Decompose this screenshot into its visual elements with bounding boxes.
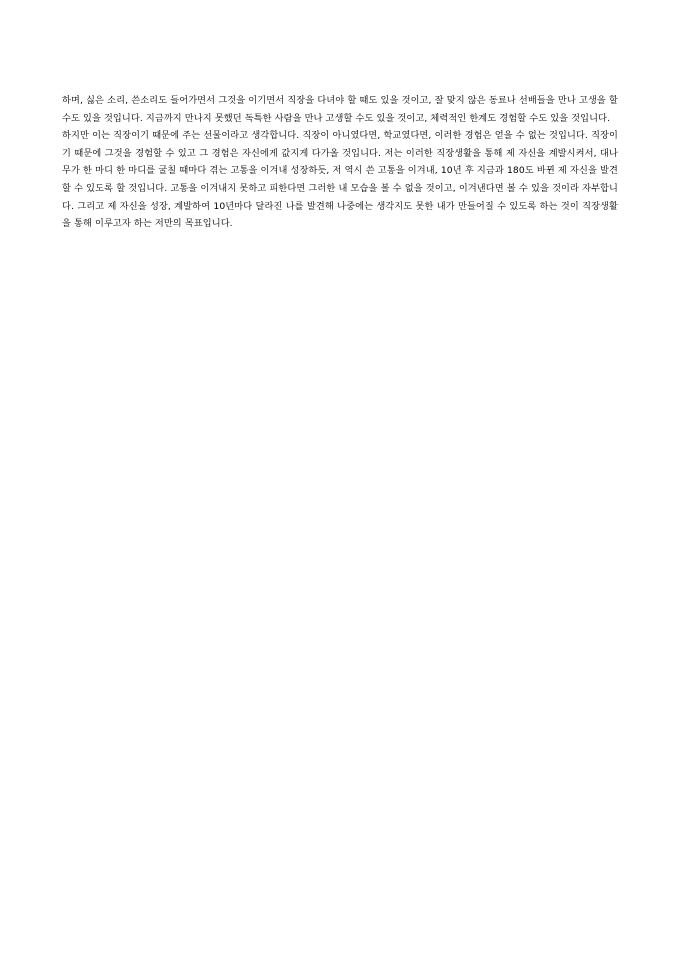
paragraph-2: 하지만 이는 직장이기 때문에 주는 선물이라고 생각합니다. 직장이 아니였다면, 학교였다면, 이러한 경험은 얻을 수 없는 것입니다. 직장이기 때문에 그것을 경험할 수 있고 그 경험은 자신에게 값지게 다가올 것입니다. 저는 이러한 직장생활을 통해 제 자신을 계발시켜서, 대나무가 한 마디 한 마디를 굴칠 때마다 겪는 고통을 이겨내 성장하듯, 저 역시 쓴 고통을 이겨내, 10년 후 지금과 180도 바뀐 제 자신을 발견할 수 있도록 할 것입니다. 고통을 이겨내지 못하고 피한다면 그러한 내 모습을 볼 수 없을 것이고, 이겨낸다면 볼 수 있을 것이라 자부합니다. 그리고 제 자신을 성장, 계발하여 10년마다 달라진 나를 발견해 나중에는 생각지도 못한 내가 만들어질 수 있도록 하는 것이 직장생활을 통해 이루고자 하는 저만의 목표입니다. bbox=[62, 130, 618, 230]
document-body bbox=[62, 92, 618, 233]
paragraph-1: 하며, 싫은 소리, 쓴소리도 들어가면서 그것을 이기면서 직장을 다녀야 할 때도 있을 것이고, 잘 맞지 않은 동료나 선배들을 만나 고생을 할 수도 있을 것입니다. 지금까지 만나지 못했던 독특한 사람을 만나 고생할 수도 있을 것이고, 체력적인 한계도 경험할 수도 있을 것입니다. bbox=[62, 95, 618, 124]
